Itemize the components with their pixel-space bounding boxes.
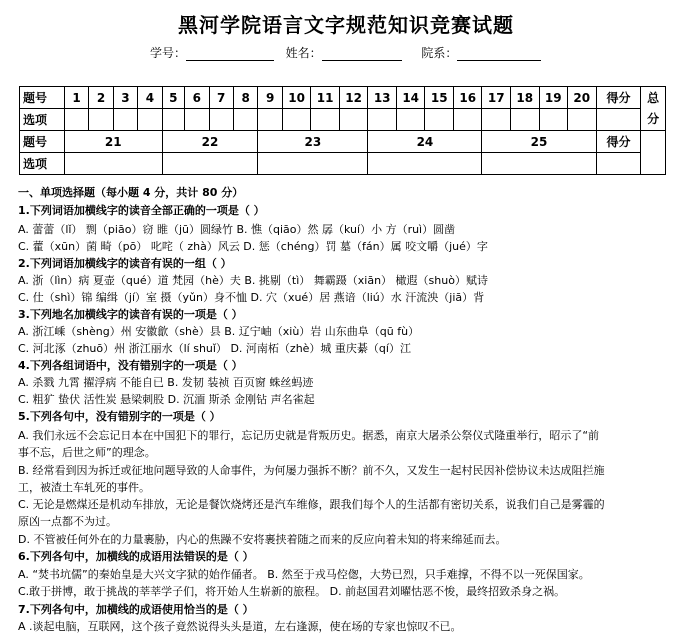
score-cell[interactable] bbox=[596, 153, 641, 175]
row-label: 题号 bbox=[20, 87, 65, 109]
option-line: C. 河北涿（zhuō）州 浙江丽水（lí shuǐ） D. 河南柘（zhè）城 重庆綦（qí）江 bbox=[18, 342, 411, 355]
option-line: C. 藿（xūn）菌 畸（pō） 叱咤（ zhà）风云 D. 惩（chéng）罚 墓（fán）属 咬文嚼（jué）字 bbox=[18, 240, 488, 253]
total-score-cell[interactable] bbox=[641, 131, 666, 175]
answer-cell[interactable] bbox=[258, 109, 282, 131]
answer-cell[interactable] bbox=[396, 109, 425, 131]
answer-cell[interactable] bbox=[339, 109, 368, 131]
dept-label: 院系： bbox=[421, 46, 458, 60]
answer-cell[interactable] bbox=[425, 109, 454, 131]
option-line: A. 我们永远不会忘记日本在中国犯下的罪行，忘记历史就是背叛历史。据悉，南京大屠杀公祭仪式隆重举行，昭示了“前 bbox=[18, 429, 600, 442]
question-stem: 3.下列地名加横线字的读音有误的一项是（ ） bbox=[18, 308, 243, 321]
question-number: 4 bbox=[138, 87, 162, 109]
dept-field[interactable] bbox=[457, 46, 541, 61]
question-number: 3 bbox=[113, 87, 137, 109]
score-label: 得分 bbox=[596, 131, 641, 153]
question-number: 17 bbox=[482, 87, 511, 109]
answer-cell[interactable] bbox=[311, 109, 340, 131]
option-line: C. 粗犷 蛰伏 活性炭 悬梁刺股 D. 沉湎 斯杀 金刚钻 声名雀起 bbox=[18, 393, 315, 406]
question-number: 18 bbox=[510, 87, 539, 109]
question-group: 21 bbox=[64, 131, 162, 153]
table-row bbox=[20, 131, 666, 153]
question-number: 14 bbox=[396, 87, 425, 109]
option-line: B. 经常看到因为拆迁或征地问题导致的人命事件，为何屡力强拆不断？前不久，又发生一起村民因补偿协议未达成阻拦施 bbox=[18, 464, 605, 477]
question-stem: 6.下列各句中，加横线的成语用法错误的是（ ） bbox=[18, 550, 254, 563]
student-id-field[interactable] bbox=[186, 46, 274, 61]
question-stem: 2.下列词语加横线字的读音有误的一组（ ） bbox=[18, 257, 232, 270]
score-label: 得分 bbox=[596, 87, 641, 109]
question-number: 1 bbox=[64, 87, 88, 109]
answer-cell[interactable] bbox=[162, 153, 258, 175]
total-label: 总 分 bbox=[641, 87, 666, 131]
answer-cell[interactable] bbox=[138, 109, 162, 131]
answer-cell[interactable] bbox=[482, 109, 511, 131]
exam-title: 黑河学院语言文字规范知识竞赛试题 bbox=[178, 13, 514, 37]
section-heading: 一、单项选择题（每小题 4 分，共计 80 分） bbox=[18, 186, 244, 199]
student-id-label: 学号： bbox=[150, 46, 187, 60]
question-number: 20 bbox=[568, 87, 597, 109]
option-line: A. 浙江嵊（shèng）州 安徽歙（shè）县 B. 辽宁岫（xiù）岩 山东曲阜（qū fù） bbox=[18, 325, 420, 338]
answer-cell[interactable] bbox=[185, 109, 209, 131]
option-line: A. “焚书坑儒”的秦始皇是大兴文字狱的始作俑者。 B. 然至于戎马倥偬，大势已烈，只手难撑，不得不以一死保国家。 bbox=[18, 568, 590, 581]
answer-cell[interactable] bbox=[282, 109, 311, 131]
answer-cell[interactable] bbox=[233, 109, 257, 131]
row-label: 题号 bbox=[20, 131, 65, 153]
question-number: 6 bbox=[185, 87, 209, 109]
answer-cell[interactable] bbox=[64, 153, 162, 175]
question-stem: 7.下列各句中，加横线的成语使用恰当的是（ ） bbox=[18, 603, 254, 616]
question-number: 7 bbox=[209, 87, 233, 109]
answer-cell[interactable] bbox=[368, 109, 397, 131]
answer-cell[interactable] bbox=[368, 153, 482, 175]
answer-cell[interactable] bbox=[539, 109, 568, 131]
question-stem: 5.下列各句中，没有错别字的一项是（ ） bbox=[18, 410, 221, 423]
answer-cell[interactable] bbox=[113, 109, 137, 131]
answer-cell[interactable] bbox=[568, 109, 597, 131]
answer-cell[interactable] bbox=[453, 109, 482, 131]
answer-cell[interactable] bbox=[209, 109, 233, 131]
question-group: 25 bbox=[482, 131, 596, 153]
answer-cell[interactable] bbox=[482, 153, 596, 175]
question-group: 23 bbox=[258, 131, 368, 153]
table-row bbox=[20, 87, 666, 109]
option-line: 工，被渣土车轧死的事件。 bbox=[18, 481, 150, 494]
question-number: 11 bbox=[311, 87, 340, 109]
question-stem: 4.下列各组词语中，没有错别字的一项是（ ） bbox=[18, 359, 243, 372]
answer-cell[interactable] bbox=[89, 109, 113, 131]
answer-table bbox=[19, 86, 666, 175]
table-row bbox=[20, 153, 666, 175]
option-line: A. 蕾蕾（lǐ） 剽（piāo）窃 睢（jū）圆绿竹 B. 憔（qiāo）然 孱（kuí）小 方（ruì）圆凿 bbox=[18, 223, 456, 236]
name-field[interactable] bbox=[322, 46, 402, 61]
option-line: A .谈起电脑，互联网，这个孩子竟然说得头头是道，左右逢源，使在场的专家也惊叹不已。 bbox=[18, 620, 462, 633]
question-group: 22 bbox=[162, 131, 258, 153]
option-line: C. 无论是燃煤还是机动车排放，无论是餐饮烧烤还是汽车维修，跟我们每个人的生活都有密切关系，说我们自己是雾霾的 bbox=[18, 498, 605, 511]
name-label: 姓名： bbox=[285, 46, 322, 60]
option-line: A. 杀戮 九霄 擢浮病 不能自已 B. 发韧 装祯 百页窗 蛛丝蚂迹 bbox=[18, 376, 314, 389]
answer-cell[interactable] bbox=[510, 109, 539, 131]
option-line: 事不忘，后世之师”的理念。 bbox=[18, 446, 156, 459]
option-line: A. 浙（lìn）病 夏壶（qué）道 梵园（hè）夫 B. 挑剔（tì） 舞霸蹑（xiān） 橄遐（shuò）赋诗 bbox=[18, 274, 488, 287]
question-number: 8 bbox=[233, 87, 257, 109]
question-number: 9 bbox=[258, 87, 282, 109]
student-info-line bbox=[150, 44, 541, 61]
question-number: 19 bbox=[539, 87, 568, 109]
question-number: 12 bbox=[339, 87, 368, 109]
option-line: C.敢于拼博，敢于挑战的莘莘学子们，将开始人生崭新的旅程。 D. 前赵国君刘曜怙恶不悛，最终招致杀身之祸。 bbox=[18, 585, 566, 598]
question-number: 16 bbox=[453, 87, 482, 109]
table-row bbox=[20, 109, 666, 131]
question-number: 2 bbox=[89, 87, 113, 109]
answer-cell[interactable] bbox=[258, 153, 368, 175]
answer-cell[interactable] bbox=[64, 109, 88, 131]
row-label: 选项 bbox=[20, 153, 65, 175]
question-stem: 1.下列词语加横线字的读音全部正确的一项是（ ） bbox=[18, 204, 265, 217]
score-cell[interactable] bbox=[596, 109, 641, 131]
question-number: 13 bbox=[368, 87, 397, 109]
question-number: 15 bbox=[425, 87, 454, 109]
question-number: 5 bbox=[162, 87, 184, 109]
question-number: 10 bbox=[282, 87, 311, 109]
answer-cell[interactable] bbox=[162, 109, 184, 131]
option-line: 原凶一点都不为过。 bbox=[18, 515, 117, 528]
row-label: 选项 bbox=[20, 109, 65, 131]
option-line: D. 不管被任何外在的力量裹胁，内心的焦躁不安将裹挟着随之而来的反应向着未知的将来绵延而去。 bbox=[18, 533, 507, 546]
question-group: 24 bbox=[368, 131, 482, 153]
option-line: C. 仕（shì）锦 编缉（jí）室 摄（yǔn）身不恤 D. 穴（xué）居 燕谙（liú）水 汗流泱（jiā）背 bbox=[18, 291, 485, 304]
